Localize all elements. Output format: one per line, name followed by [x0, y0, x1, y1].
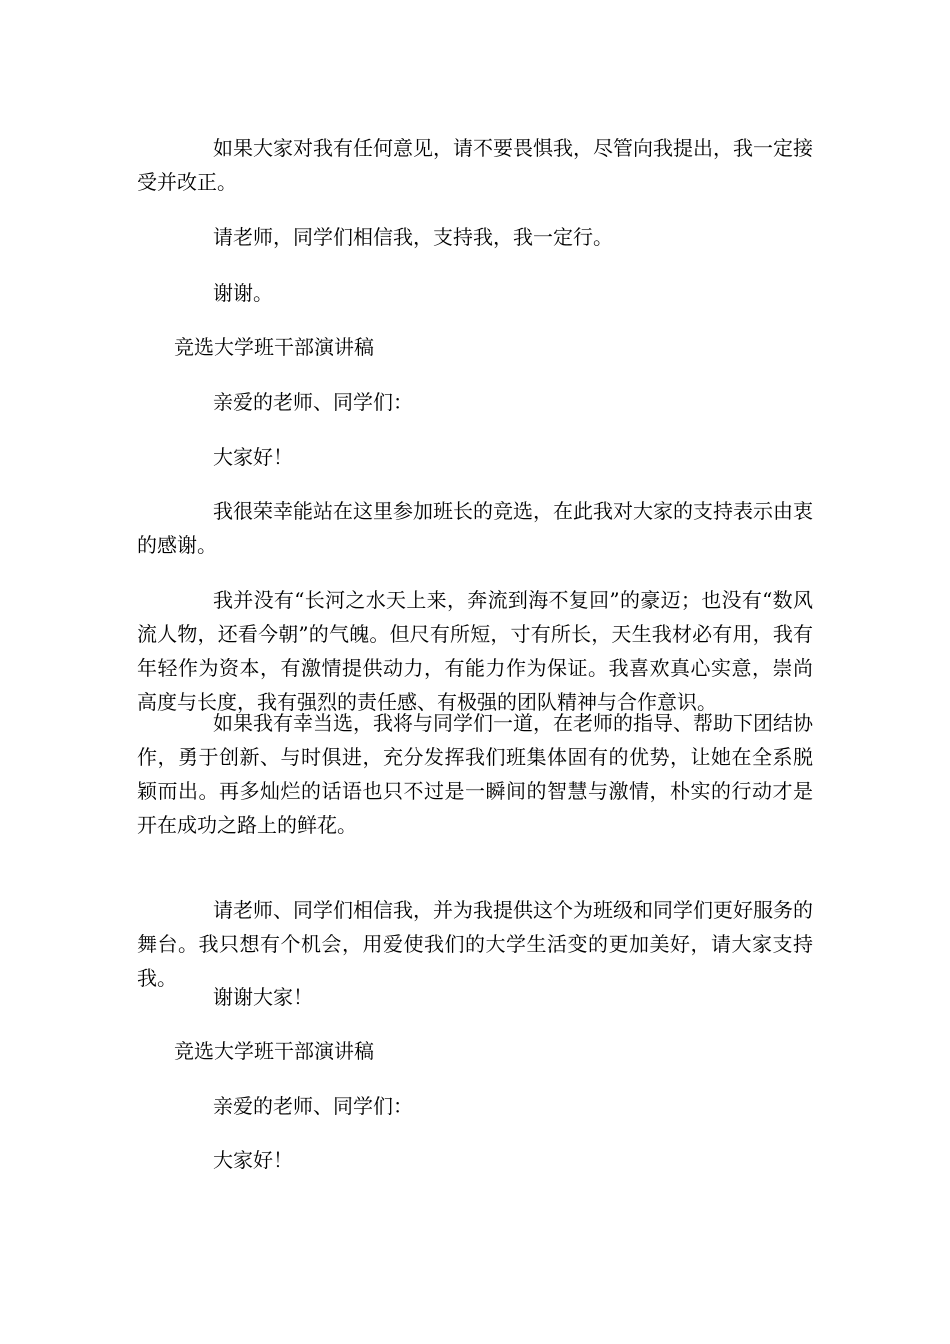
paragraph-greeting: 大家好！ [213, 445, 293, 469]
paragraph-honored: 我很荣幸能站在这里参加班长的竞选，在此我对大家的支持表示由衷的感谢。 [137, 499, 813, 557]
paragraph-salutation: 亲爱的老师、同学们： [213, 390, 413, 414]
paragraph-thanks: 谢谢。 [213, 281, 273, 305]
paragraph-support-request: 请老师、同学们相信我，并为我提供这个为班级和同学们更好服务的舞台。我只想有个机会，用爱使我们的大学生活变的更加美好，请大家支持我。 [137, 898, 813, 990]
paragraph-feedback-promise: 如果大家对我有任何意见，请不要畏惧我，尽管向我提出，我一定接受并改正。 [137, 136, 813, 194]
paragraph-self-description: 我并没有“长河之水天上来，奔流到海不复回”的豪迈；也没有“数风流人物，还看今朝”的气魄。但尺有所短，寸有所长，天生我材必有用，我有年轻作为资本，有激情提供动力，有能力作为保证。我喜欢真心实意，崇尚高度与长度，我有强烈的责任感、有极强的团队精神与合作意识。 [137, 588, 813, 714]
paragraph-salutation-second: 亲爱的老师、同学们： [213, 1094, 413, 1118]
paragraph-trust-request: 请老师，同学们相信我，支持我，我一定行。 [213, 225, 613, 249]
section-title: 竞选大学班干部演讲稿 [174, 335, 374, 359]
section-title-second: 竞选大学班干部演讲稿 [174, 1039, 374, 1063]
paragraph-thanks-everyone: 谢谢大家！ [213, 985, 313, 1009]
paragraph-greeting-second: 大家好！ [213, 1148, 293, 1172]
paragraph-if-elected: 如果我有幸当选，我将与同学们一道，在老师的指导、帮助下团结协作，勇于创新、与时俱进，充分发挥我们班集体固有的优势，让她在全系脱颖而出。再多灿烂的话语也只不过是一瞬间的智慧与激情，朴实的行动才是开在成功之路上的鲜花。 [137, 711, 813, 837]
